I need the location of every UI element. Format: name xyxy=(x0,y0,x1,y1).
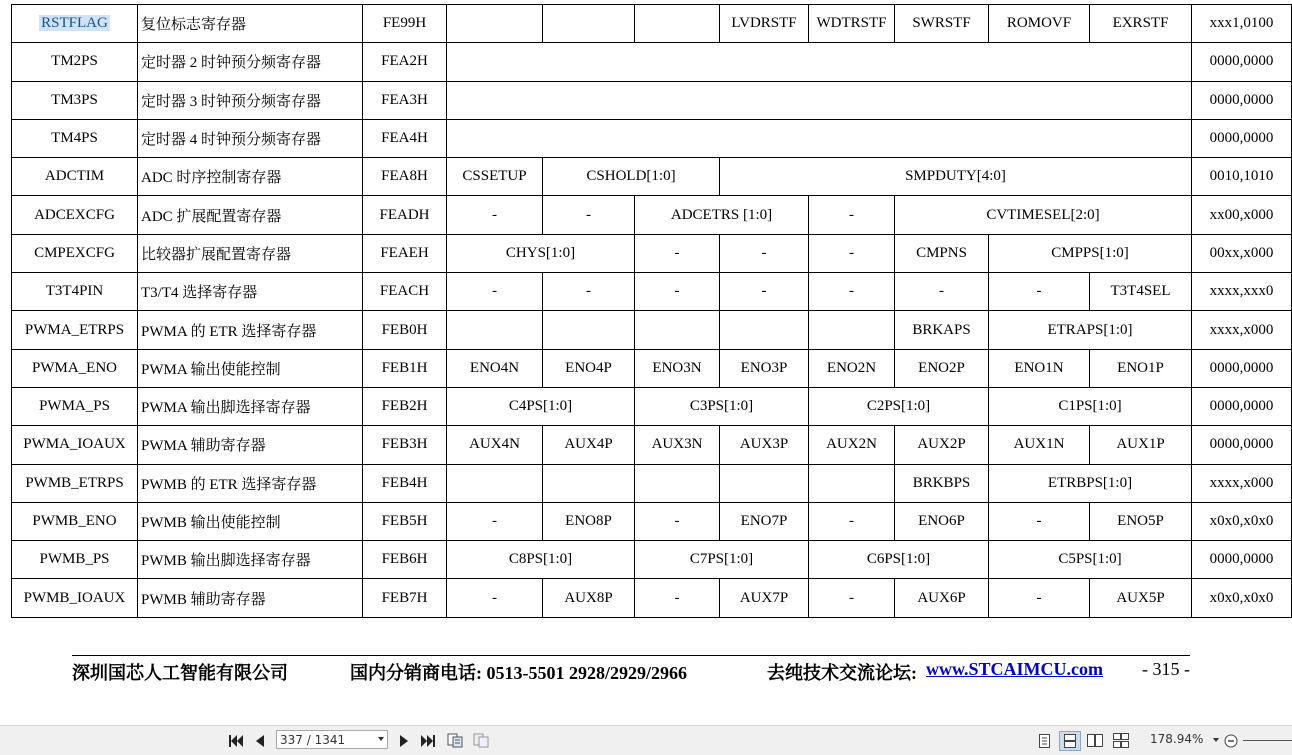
register-bit-cell xyxy=(635,464,720,502)
register-reset-cell: 0000,0000 xyxy=(1192,119,1292,157)
register-bit-cell xyxy=(447,43,1192,81)
register-bit-cell: ENO1N xyxy=(989,349,1090,387)
register-bit-cell: BRKAPS xyxy=(895,311,989,349)
footer-forum-link[interactable]: www.STCAIMCU.com xyxy=(926,659,1103,679)
register-table xyxy=(11,4,1292,618)
register-bit-cell: ROMOVF xyxy=(989,5,1090,43)
register-address-cell: FEA4H xyxy=(363,119,447,157)
register-bit-cell: T3T4SEL xyxy=(1090,273,1192,311)
register-address-cell: FEB2H xyxy=(363,387,447,425)
register-name-cell: TM3PS xyxy=(12,81,138,119)
viewer-toolbar xyxy=(0,725,1292,755)
register-bit-cell: AUX2N xyxy=(809,426,895,464)
table-row xyxy=(12,81,1292,119)
table-row xyxy=(12,464,1292,502)
register-desc-cell: T3/T4 选择寄存器 xyxy=(138,273,363,311)
register-bit-cell xyxy=(447,5,543,43)
register-address-cell: FEB0H xyxy=(363,311,447,349)
register-bit-cell: CHYS[1:0] xyxy=(447,234,635,272)
register-desc-cell: PWMA 输出使能控制 xyxy=(138,349,363,387)
table-row xyxy=(12,273,1292,311)
register-bit-cell xyxy=(447,464,543,502)
register-name-cell: PWMA_ETRPS xyxy=(12,311,138,349)
register-reset-cell: 0000,0000 xyxy=(1192,81,1292,119)
register-bit-cell: - xyxy=(447,273,543,311)
register-address-cell: FE99H xyxy=(363,5,447,43)
register-name-cell: TM4PS xyxy=(12,119,138,157)
first-page-icon[interactable] xyxy=(228,732,244,749)
register-bit-cell: - xyxy=(447,196,543,234)
register-bit-cell: SMPDUTY[4:0] xyxy=(720,158,1192,196)
register-bit-cell: - xyxy=(809,579,895,617)
zoom-level[interactable]: 178.94% xyxy=(1150,732,1204,746)
register-bit-cell: - xyxy=(989,273,1090,311)
zoom-out-icon[interactable] xyxy=(1223,732,1239,749)
table-row xyxy=(12,43,1292,81)
register-bit-cell: ENO2N xyxy=(809,349,895,387)
register-bit-cell: ETRAPS[1:0] xyxy=(989,311,1192,349)
continuous-page-icon[interactable] xyxy=(1059,731,1081,751)
register-bit-cell: AUX8P xyxy=(543,579,635,617)
register-bit-cell: - xyxy=(635,234,720,272)
register-desc-cell: ADC 扩展配置寄存器 xyxy=(138,196,363,234)
footer-forum-label: 去纯技术交流论坛: xyxy=(767,663,917,683)
register-bit-cell: AUX3P xyxy=(720,426,809,464)
register-bit-cell: ENO1P xyxy=(1090,349,1192,387)
register-bit-cell: - xyxy=(809,196,895,234)
register-bit-cell: CMPNS xyxy=(895,234,989,272)
copy-page-icon[interactable] xyxy=(446,732,464,749)
footer-divider xyxy=(72,655,1190,656)
register-bit-cell xyxy=(543,464,635,502)
table-row xyxy=(12,5,1292,43)
register-bit-cell: AUX6P xyxy=(895,579,989,617)
register-bit-cell: - xyxy=(635,273,720,311)
chevron-down-icon[interactable] xyxy=(378,737,384,741)
register-name-cell: ADCEXCFG xyxy=(12,196,138,234)
table-row xyxy=(12,119,1292,157)
zoom-slider[interactable] xyxy=(1243,740,1292,741)
footer-page-number: - 315 - xyxy=(1142,659,1190,679)
register-reset-cell: xxx1,0100 xyxy=(1192,5,1292,43)
register-desc-cell: PWMA 辅助寄存器 xyxy=(138,426,363,464)
register-bit-cell: - xyxy=(720,273,809,311)
single-page-icon[interactable] xyxy=(1037,732,1051,749)
register-address-cell: FEA2H xyxy=(363,43,447,81)
register-bit-cell: LVDRSTF xyxy=(720,5,809,43)
register-bit-cell: WDTRSTF xyxy=(809,5,895,43)
register-bit-cell: CSHOLD[1:0] xyxy=(543,158,720,196)
register-reset-cell: 0000,0000 xyxy=(1192,541,1292,579)
register-name-cell: T3T4PIN xyxy=(12,273,138,311)
register-name-cell: ADCTIM xyxy=(12,158,138,196)
register-bit-cell: C4PS[1:0] xyxy=(447,387,635,425)
register-bit-cell: C1PS[1:0] xyxy=(989,387,1192,425)
table-row xyxy=(12,387,1292,425)
register-bit-cell: AUX1N xyxy=(989,426,1090,464)
register-bit-cell: - xyxy=(989,579,1090,617)
register-bit-cell: AUX5P xyxy=(1090,579,1192,617)
register-reset-cell: x0x0,x0x0 xyxy=(1192,579,1292,617)
register-bit-cell: CVTIMESEL[2:0] xyxy=(895,196,1192,234)
register-bit-cell xyxy=(447,81,1192,119)
table-row xyxy=(12,158,1292,196)
register-bit-cell: - xyxy=(809,273,895,311)
register-bit-cell: CMPPS[1:0] xyxy=(989,234,1192,272)
register-bit-cell: ENO5P xyxy=(1090,502,1192,540)
table-row xyxy=(12,234,1292,272)
register-desc-cell: 定时器 4 时钟预分频寄存器 xyxy=(138,119,363,157)
register-bit-cell: - xyxy=(809,502,895,540)
register-address-cell: FEB6H xyxy=(363,541,447,579)
register-reset-cell: xx00,x000 xyxy=(1192,196,1292,234)
register-bit-cell: ENO6P xyxy=(895,502,989,540)
register-name-cell: PWMB_PS xyxy=(12,541,138,579)
register-bit-cell: ENO7P xyxy=(720,502,809,540)
register-bit-cell: - xyxy=(447,579,543,617)
register-reset-cell: x0x0,x0x0 xyxy=(1192,502,1292,540)
register-bit-cell xyxy=(720,464,809,502)
register-desc-cell: PWMB 辅助寄存器 xyxy=(138,579,363,617)
footer-phone: 国内分销商电话: 0513-5501 2928/2929/2966 xyxy=(350,663,687,683)
page-footer xyxy=(72,659,1212,685)
register-name-cell: PWMB_IOAUX xyxy=(12,579,138,617)
register-address-cell: FEA3H xyxy=(363,81,447,119)
table-row xyxy=(12,311,1292,349)
register-bit-cell xyxy=(543,5,635,43)
register-reset-cell: 0010,1010 xyxy=(1192,158,1292,196)
table-row xyxy=(12,541,1292,579)
register-reset-cell: 0000,0000 xyxy=(1192,387,1292,425)
register-bit-cell: - xyxy=(635,502,720,540)
next-page-icon[interactable] xyxy=(397,732,411,749)
register-desc-cell: ADC 时序控制寄存器 xyxy=(138,158,363,196)
register-bit-cell: - xyxy=(543,273,635,311)
register-bit-cell: ENO4P xyxy=(543,349,635,387)
register-bit-cell: C8PS[1:0] xyxy=(447,541,635,579)
register-bit-cell: CSSETUP xyxy=(447,158,543,196)
continuous-facing-icon[interactable] xyxy=(1112,732,1130,749)
register-bit-cell: AUX4N xyxy=(447,426,543,464)
register-bit-cell xyxy=(809,311,895,349)
register-name-cell: PWMA_IOAUX xyxy=(12,426,138,464)
register-desc-cell: PWMB 输出使能控制 xyxy=(138,502,363,540)
table-row xyxy=(12,349,1292,387)
register-name-cell: PWMB_ENO xyxy=(12,502,138,540)
register-reset-cell: 0000,0000 xyxy=(1192,43,1292,81)
register-bit-cell: C6PS[1:0] xyxy=(809,541,989,579)
register-address-cell: FEB7H xyxy=(363,579,447,617)
register-bit-cell: EXRSTF xyxy=(1090,5,1192,43)
register-address-cell: FEB5H xyxy=(363,502,447,540)
footer-company: 深圳国芯人工智能有限公司 xyxy=(72,663,288,683)
register-bit-cell: BRKBPS xyxy=(895,464,989,502)
register-bit-cell: SWRSTF xyxy=(895,5,989,43)
register-bit-cell: AUX4P xyxy=(543,426,635,464)
register-bit-cell: - xyxy=(543,196,635,234)
register-bit-cell: ADCETRS [1:0] xyxy=(635,196,809,234)
register-bit-cell: C2PS[1:0] xyxy=(809,387,989,425)
register-address-cell: FEB3H xyxy=(363,426,447,464)
register-address-cell: FEADH xyxy=(363,196,447,234)
page-indicator: 337 / 1341 xyxy=(280,732,346,747)
register-bit-cell: C7PS[1:0] xyxy=(635,541,809,579)
register-bit-cell xyxy=(447,119,1192,157)
register-bit-cell: ENO4N xyxy=(447,349,543,387)
register-reset-cell: 0000,0000 xyxy=(1192,349,1292,387)
table-row xyxy=(12,196,1292,234)
register-name-cell: TM2PS xyxy=(12,43,138,81)
register-bit-cell: AUX2P xyxy=(895,426,989,464)
register-bit-cell: ENO3N xyxy=(635,349,720,387)
register-bit-cell xyxy=(635,311,720,349)
last-page-icon[interactable] xyxy=(420,732,436,749)
register-reset-cell: 00xx,x000 xyxy=(1192,234,1292,272)
snapshot-icon[interactable] xyxy=(472,732,490,749)
register-desc-cell: 定时器 2 时钟预分频寄存器 xyxy=(138,43,363,81)
register-reset-cell: xxxx,x000 xyxy=(1192,311,1292,349)
register-bit-cell: ENO2P xyxy=(895,349,989,387)
table-row xyxy=(12,426,1292,464)
register-address-cell: FEA8H xyxy=(363,158,447,196)
register-desc-cell: PWMA 输出脚选择寄存器 xyxy=(138,387,363,425)
prev-page-icon[interactable] xyxy=(253,732,267,749)
zoom-dropdown-icon[interactable] xyxy=(1213,738,1219,742)
register-reset-cell: 0000,0000 xyxy=(1192,426,1292,464)
register-address-cell: FEAEH xyxy=(363,234,447,272)
register-bit-cell xyxy=(635,5,720,43)
register-bit-cell: - xyxy=(895,273,989,311)
register-bit-cell: ENO3P xyxy=(720,349,809,387)
register-bit-cell xyxy=(809,464,895,502)
register-address-cell: FEACH xyxy=(363,273,447,311)
register-bit-cell xyxy=(543,311,635,349)
register-name-cell: PWMA_PS xyxy=(12,387,138,425)
register-address-cell: FEB1H xyxy=(363,349,447,387)
register-bit-cell: - xyxy=(809,234,895,272)
register-bit-cell: AUX3N xyxy=(635,426,720,464)
register-desc-cell: 复位标志寄存器 xyxy=(138,5,363,43)
register-bit-cell: C5PS[1:0] xyxy=(989,541,1192,579)
register-bit-cell: - xyxy=(989,502,1090,540)
register-desc-cell: PWMB 输出脚选择寄存器 xyxy=(138,541,363,579)
register-name-cell xyxy=(12,5,138,43)
register-bit-cell: - xyxy=(720,234,809,272)
register-address-cell: FEB4H xyxy=(363,464,447,502)
register-reset-cell: xxxx,x000 xyxy=(1192,464,1292,502)
register-bit-cell: ETRBPS[1:0] xyxy=(989,464,1192,502)
register-bit-cell: C3PS[1:0] xyxy=(635,387,809,425)
register-bit-cell: AUX1P xyxy=(1090,426,1192,464)
register-desc-cell: PWMA 的 ETR 选择寄存器 xyxy=(138,311,363,349)
facing-page-icon[interactable] xyxy=(1086,732,1104,749)
table-row xyxy=(12,502,1292,540)
register-desc-cell: PWMB 的 ETR 选择寄存器 xyxy=(138,464,363,502)
register-bit-cell: AUX7P xyxy=(720,579,809,617)
register-desc-cell: 定时器 3 时钟预分频寄存器 xyxy=(138,81,363,119)
register-bit-cell: - xyxy=(635,579,720,617)
page-number-input[interactable] xyxy=(276,730,388,749)
register-name-cell: PWMA_ENO xyxy=(12,349,138,387)
highlighted-search-term: RSTFLAG xyxy=(41,15,108,32)
register-desc-cell: 比较器扩展配置寄存器 xyxy=(138,234,363,272)
register-reset-cell: xxxx,xxx0 xyxy=(1192,273,1292,311)
register-name-cell: CMPEXCFG xyxy=(12,234,138,272)
register-bit-cell xyxy=(720,311,809,349)
register-bit-cell: - xyxy=(447,502,543,540)
register-bit-cell: ENO8P xyxy=(543,502,635,540)
register-name-cell: PWMB_ETRPS xyxy=(12,464,138,502)
table-row xyxy=(12,579,1292,617)
register-bit-cell xyxy=(447,311,543,349)
